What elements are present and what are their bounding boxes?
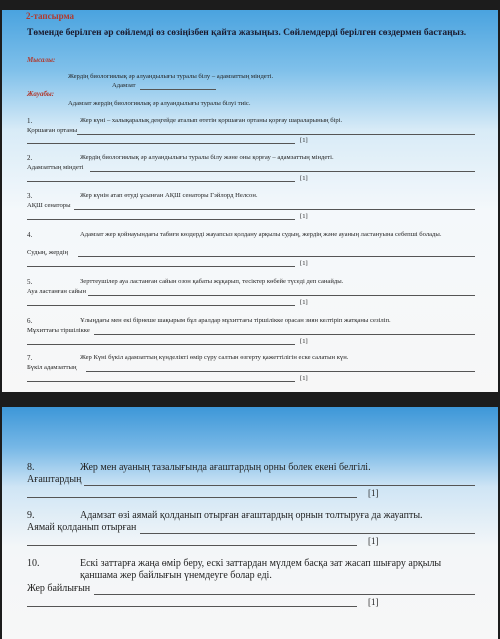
question-number: 2. (27, 154, 33, 162)
answer-line[interactable] (86, 371, 475, 372)
example-prompt: Адамзат (112, 82, 136, 89)
question-text: Жер мен ауаның тазалығында ағаштардың орны болек екені белгілі. (80, 462, 371, 473)
answer-start: Судың, жердің (27, 249, 69, 256)
mark: [1] (300, 137, 308, 144)
task-title: 2-тапсырма (26, 11, 75, 21)
worksheet-page-1 (2, 10, 498, 392)
question-number: 8. (27, 462, 35, 473)
answer-line[interactable] (27, 181, 295, 182)
question-text: Ұлыңдағы мен екі бірнеше шақырым бұл аралдар мұхиттағы тіршілікке орасан зиян келтіріп жатқаны сезіліп. (80, 317, 391, 324)
answer-start: Ағаштардың (27, 474, 82, 485)
mark: [1] (300, 338, 308, 345)
question-number: 9. (27, 510, 35, 521)
answer-line[interactable] (27, 606, 357, 607)
mark: [1] (368, 536, 379, 546)
example-sentence: Жердің биологиялық әр алуандылығы туралы білу – адамзаттың міндеті. (68, 73, 274, 80)
answer-line[interactable] (27, 143, 295, 144)
question-text: Адамзат жер қойнауындағы табиғи көздерді жауапсыз қолдану арқылы судың, жердің және ауаның ластануына себепші болады. (80, 231, 442, 238)
question-text: Адамзат өзі аямай қолданып отырған ағаштардың орнын толтыруға да жауапты. (80, 510, 423, 521)
question-number: 4. (27, 231, 33, 239)
answer-start: Қоршаған ортаны (27, 127, 78, 134)
question-number: 5. (27, 278, 33, 286)
instruction-text: Төменде берілген әр сөйлемді өз сөзіңізбен қайта жазыңыз. Сөйлемдерді берілген сөздермен бастаңыз. (27, 28, 467, 38)
question-text: Жер күні – халықаралық деңгейде аталып өтетін қоршаған ортаны қорғау шараларының бірі. (80, 117, 343, 124)
answer-line[interactable] (78, 256, 475, 257)
answer-line[interactable] (140, 533, 475, 534)
question-number: 10. (27, 558, 40, 569)
answer-start: Адамзаттың міндеті (27, 164, 84, 171)
answer-line[interactable] (27, 344, 295, 345)
question-text: Жер Күні бүкіл адамзаттың күнделікті өмір сүру салтын өзгерту қажеттілігін еске салатын күн. (80, 354, 349, 361)
mark: [1] (300, 175, 308, 182)
mark: [1] (368, 597, 379, 607)
answer-line[interactable] (27, 266, 295, 267)
answer-line[interactable] (94, 594, 475, 595)
answer-line[interactable] (94, 334, 475, 335)
answer-line[interactable] (77, 134, 475, 135)
question-text: Зерттеушілер ауа ластанған сайын озон қабаты жұқарып, тесіктер көбейе түседі деп санайды. (80, 278, 344, 285)
question-number: 6. (27, 317, 33, 325)
answer-line[interactable] (27, 545, 357, 546)
question-text: Жердің биологиялық әр алуандылығы туралы білу және оны қорғау – адамзаттың міндеті. (80, 154, 334, 161)
answer-line[interactable] (27, 497, 357, 498)
mark: [1] (300, 213, 308, 220)
answer-line[interactable] (27, 219, 295, 220)
worksheet-page-2 (2, 407, 498, 639)
example-answer: Адамзат жердің биологиялық әр алуандылығы туралы білуі тиіс. (68, 100, 251, 107)
question-number: 1. (27, 117, 33, 125)
mark: [1] (300, 375, 308, 382)
answer-start: Жер байлығын (27, 583, 91, 594)
question-number: 7. (27, 354, 33, 362)
example-label: Мысалы: (27, 56, 56, 64)
answer-start: Аямай қолданып отырған (27, 522, 137, 533)
answer-line[interactable] (84, 485, 475, 486)
answer-start: Ауа ластанған сайын (27, 288, 87, 295)
answer-line[interactable] (88, 295, 475, 296)
question-text: Ескі заттарға жаңа өмір беру, ескі заттардан мүлдем басқа зат жасап шығару арқылы қаншама жер байлығын үнемдеуге болар еді. (80, 558, 442, 581)
question-number: 3. (27, 192, 33, 200)
answer-start: Бүкіл адамзаттың (27, 364, 77, 371)
answer-line[interactable] (27, 381, 295, 382)
answer-start: АҚШ сенаторы (27, 202, 71, 209)
example-prompt-line (140, 89, 216, 90)
answer-start: Мұхиттағы тіршілікке (27, 327, 90, 334)
answer-label: Жауабы: (27, 90, 55, 98)
mark: [1] (300, 260, 308, 267)
answer-line[interactable] (27, 305, 295, 306)
mark: [1] (368, 488, 379, 498)
answer-line[interactable] (74, 209, 475, 210)
question-text: Жер күнін атап өтуді ұсынған АҚШ сенаторы Гэйлорд Нелсон. (80, 192, 258, 199)
mark: [1] (300, 299, 308, 306)
answer-line[interactable] (90, 171, 475, 172)
